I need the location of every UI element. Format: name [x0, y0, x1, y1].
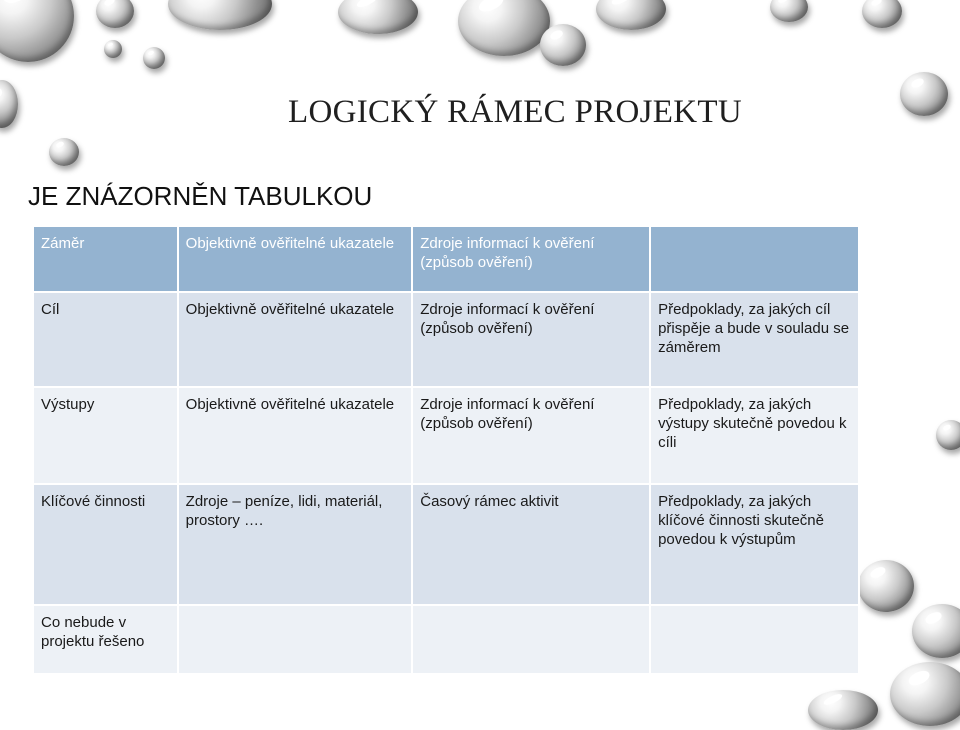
table-cell: Cíl	[34, 293, 179, 388]
table-cell: Předpoklady, za jakých výstupy skutečně povedou k cíli	[651, 388, 860, 485]
water-droplet-icon	[458, 0, 550, 56]
slide-title: LOGICKÝ RÁMEC PROJEKTU	[288, 94, 742, 130]
water-droplet-icon	[936, 420, 960, 450]
table-cell: Objektivně ověřitelné ukazatele	[179, 388, 414, 485]
table-cell: Předpoklady, za jakých klíčové činnosti skutečně povedou k výstupům	[651, 485, 860, 606]
table-cell: Zdroje informací k ověření (způsob ověření)	[413, 388, 651, 485]
table-cell: Výstupy	[34, 388, 179, 485]
water-droplet-icon	[912, 604, 960, 658]
slide-subtitle: JE ZNÁZORNĚN TABULKOU	[28, 181, 373, 211]
table-row	[34, 606, 860, 675]
water-droplet-icon	[0, 80, 18, 128]
water-droplet-icon	[900, 72, 948, 116]
water-droplet-icon	[338, 0, 418, 34]
water-droplet-icon	[49, 138, 79, 166]
table-cell: Časový rámec aktivit	[413, 485, 651, 606]
header-cell-sources: Zdroje informací k ověření (způsob ověření)	[413, 227, 651, 293]
table-row	[34, 485, 860, 606]
table-cell: Co nebude v projektu řešeno	[34, 606, 179, 675]
water-droplet-icon	[104, 40, 122, 58]
water-droplet-icon	[168, 0, 272, 30]
water-droplet-icon	[890, 662, 960, 726]
table-cell: Objektivně ověřitelné ukazatele	[179, 293, 414, 388]
water-droplet-icon	[862, 0, 902, 28]
water-droplet-icon	[143, 47, 165, 69]
header-cell-goal: Záměr	[34, 227, 179, 293]
table-cell	[651, 606, 860, 675]
table-cell: Předpoklady, za jakých cíl přispěje a bude v souladu se záměrem	[651, 293, 860, 388]
water-droplet-icon	[0, 0, 74, 62]
water-droplet-icon	[96, 0, 134, 28]
header-cell-assumptions	[651, 227, 860, 293]
table-cell	[179, 606, 414, 675]
water-droplet-icon	[770, 0, 808, 22]
water-droplet-icon	[596, 0, 666, 30]
table-cell	[413, 606, 651, 675]
table-header-row	[34, 227, 860, 293]
table-cell: Zdroje informací k ověření (způsob ověření)	[413, 293, 651, 388]
water-droplet-icon	[808, 690, 878, 730]
logframe-table	[34, 227, 860, 675]
table-row	[34, 388, 860, 485]
header-cell-indicators: Objektivně ověřitelné ukazatele	[179, 227, 414, 293]
water-droplet-icon	[858, 560, 914, 612]
table-cell: Klíčové činnosti	[34, 485, 179, 606]
water-droplet-icon	[540, 24, 586, 66]
table-row	[34, 293, 860, 388]
table-cell: Zdroje – peníze, lidi, materiál, prostory ….	[179, 485, 414, 606]
